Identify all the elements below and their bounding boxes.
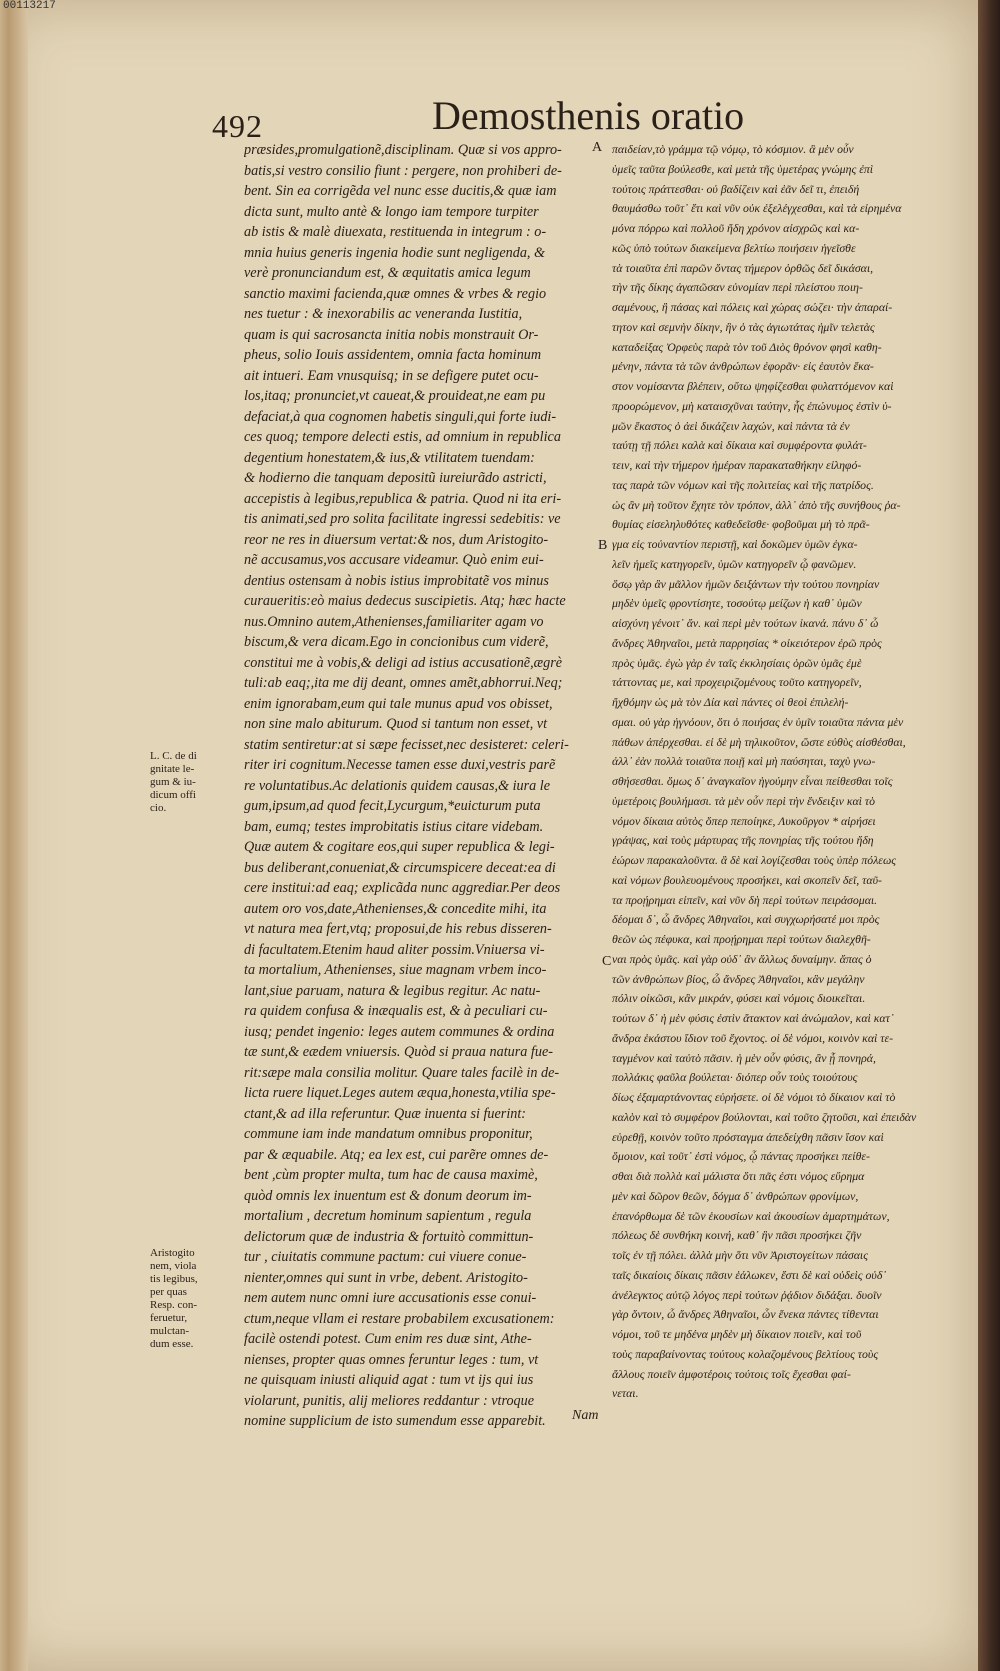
sidenote-line: Resp. con-: [150, 1299, 198, 1311]
section-marker-b: B: [598, 538, 608, 553]
greek-line: νεται.: [612, 1386, 639, 1401]
greek-line: ταγμένον καὶ ταὐτὸ πᾶσιν. ἡ μὲν οὖν φύσις, ἂν ᾖ πονηρά,: [612, 1050, 876, 1065]
latin-line: reor ne res in diuersum vertat:& nos, dum Aristogito-: [244, 531, 549, 548]
greek-line: σθήσεσθαι. ὅμως δ᾽ ἀναγκαῖον ἡγούμην εἶναι πείθεσθαι τοῖς: [612, 774, 893, 788]
latin-line: sanctio maximi facienda,quæ omnes & vrbes & regio: [244, 285, 547, 302]
greek-line: στον νομίσαντα βλέπειν, οὕτω ψηφίζεσθαι φυλαττόμενον καὶ: [612, 379, 894, 393]
latin-line: biscum,& vera dicam.Ego in concionibus cum viderẽ,: [244, 634, 549, 650]
latin-line: bent. Sin ea corrigẽda vel nunc esse ducitis,& quæ iam: [244, 183, 557, 199]
latin-line: mortalium , decretum hominum sapientum , regula: [244, 1208, 532, 1224]
latin-line: tæ sunt,& eædem vniuersis. Quòd si praua natura fue-: [244, 1044, 553, 1060]
greek-line: νόμοι, τοῦ τε μηδένα μηδὲν μὴ δίκαιον ποιεῖν, καὶ τοῦ: [612, 1327, 862, 1341]
latin-line: statim sentiretur:at si sæpe fecisset,nec desisteret: celeri-: [244, 736, 569, 753]
greek-column: [612, 140, 964, 1404]
sidenote-dignitate: [150, 750, 197, 815]
greek-line: ἀλλ᾽ ἐὰν πολλὰ τοιαῦτα ποιῇ καὶ μὴ παύσηται, ταχὺ γνω-: [612, 754, 876, 769]
greek-line: θαυμάσθω τοῦτ᾽ ἔτι καὶ νῦν οὐκ ἐξελέγχεσθαι, καὶ τὰ εἰρημένα: [612, 201, 902, 216]
sidenote-line: gum & iu-: [150, 776, 196, 788]
sidenote-line: L. C. de di: [150, 750, 197, 762]
greek-line: ἄνδρες Ἀθηναῖοι, μετὰ παρρησίας * οἰκειότερον ἐρῶ πρὸς: [612, 635, 882, 650]
book-edge: [978, 0, 1000, 1671]
sidenote-line: feruetur,: [150, 1312, 188, 1324]
latin-line: lant,siue paruam, natura & legibus regitur. Ac natu-: [244, 982, 541, 999]
greek-line: πολλάκις φαῦλα βούλεται· διόπερ οὖν τοὺς τοιούτους: [612, 1070, 858, 1085]
greek-line: σαμένους, ἣ πάσας καὶ πόλεις καὶ χώρας σώζει· τὴν ἀπαραί-: [612, 300, 893, 314]
latin-line: ra quidem confusa & inæqualis est, & à peculiari cu-: [244, 1003, 548, 1019]
latin-line: nus.Omnino autem,Athenienses,familiariter agam vo: [244, 613, 544, 630]
latin-line: pheus, solio Iouis assidentem, omnia facta hominum: [244, 347, 542, 363]
latin-line: constitui me à vobis,& deligi ad istius accusationẽ,ægrè: [244, 654, 563, 671]
greek-line: ὡς ἂν μὴ τοῦτον ἔχητε τὸν τρόπον, ἀλλ᾽ ἀπὸ τῆς συνήθους ῥα-: [612, 497, 901, 512]
latin-line: ces quoq; tempore delecti estis, ad omnium in republica: [244, 429, 561, 445]
sidenote-line: tis legibus,: [150, 1273, 198, 1285]
greek-line: σθαι διὰ πολλὰ καὶ μάλιστα ὅτι πᾶς ἐστι νόμος εὕρημα: [612, 1169, 865, 1183]
greek-line: ἑώρων παρακαλοῦντα. ἃ δὲ καὶ λογίζεσθαι τοὺς ὑπὲρ πόλεως: [612, 853, 897, 867]
latin-line: par & æquabile. Atq; ea lex est, cui parẽre omnes de-: [244, 1146, 549, 1163]
greek-line: λεῖν ἡμεῖς κατηγορεῖν, ὑμῶν κατηγορεῖν ᾧ φανῶμεν.: [612, 556, 857, 571]
latin-line: & hodierno die tanquam depositũ iureiurãdo astricti,: [244, 470, 547, 486]
latin-line: facilè ostendi potest. Cum enim res duæ sint, Athe-: [244, 1331, 532, 1347]
greek-line: μένην, πάντα τὰ τῶν ἀνθρώπων ἐφορᾶν· εἰς ἑαυτὸν ἕκα-: [612, 359, 874, 374]
greek-line: θεῶν ὡς πέφυκα, καὶ προῄρημαι περὶ τούτων διαλεχθῆ-: [612, 932, 871, 946]
greek-line: νόμον δίκαια αὐτὸς ὅπερ πεποίηκε, Λυκοῦργον * αἱρήσει: [612, 813, 876, 828]
latin-line: dicta sunt, multo antè & longo iam tempore turpiter: [244, 203, 539, 220]
latin-line: ne quisquam iniusti aliquid agat : tum vt ijs qui ius: [244, 1372, 534, 1388]
latin-line: ctum,neque vllam ei restare probabilem excusationem:: [244, 1310, 555, 1327]
sidenote-line: dum esse.: [150, 1338, 194, 1350]
latin-line: verè pronunciandum est, & æquitatis amica legum: [244, 265, 531, 281]
latin-line: accepistis à legibus,republica & patria. Quod ni ita eri-: [244, 490, 562, 507]
greek-line: ἐπανόρθωμα δὲ τῶν ἑκουσίων καὶ ἀκουσίων ἁμαρτημάτων,: [612, 1208, 890, 1223]
page-number: 492: [212, 108, 263, 144]
greek-line: ἄλλους ποιεῖν ἀμφοτέροις τούτοις τοῖς ἔχεσθαι φαί-: [612, 1366, 851, 1381]
latin-line: bam, eumq; testes improbitatis istius citare videbam.: [244, 818, 544, 835]
greek-line: σμαι. οὐ γὰρ ἠγνόουν, ὅτι ὁ ποιήσας ἐν ὑμῖν τοιαῦτα πάντα μὲν: [612, 714, 904, 729]
latin-line: non sine malo abiturum. Quod si tantum non esset, vt: [244, 716, 548, 732]
greek-line: ταῖς δικαίοις δίκαις πᾶσιν ἑάλωκεν, ἔστι δὲ καὶ οὐδεὶς οὐδ᾽: [612, 1267, 887, 1282]
latin-line: enim ignorabam,eum qui tale munus apud vos obisset,: [244, 695, 553, 712]
page-gutter: [0, 0, 28, 1671]
sidenote-line: mulctan-: [150, 1325, 190, 1337]
latin-line: rit:sæpe mala consilia molitur. Quare tales facilè in de-: [244, 1064, 560, 1081]
greek-line: τοὺς παραβαίνοντας τούτους κολαζομένους βελτίους τοὺς: [612, 1346, 879, 1361]
greek-line: πόλεως δὲ συνθήκη κοινή, καθ᾽ ἣν πᾶσι προσήκει ζῆν: [612, 1228, 862, 1243]
greek-line: τάττοντας με, καὶ προχειριζομένους τοῦτο κατηγορεῖν,: [612, 675, 862, 690]
latin-line: bus deliberant,conueniat,& circumspicere deceat:ea di: [244, 859, 556, 876]
latin-line: commune iam inde mandatum omnibus proponitur,: [244, 1126, 533, 1142]
greek-line: πάθων ἀπέρχεσθαι. εἰ δὲ μὴ τηλικοῦτον, ὥστε εὐθὺς αἰσθέσθαι,: [612, 734, 906, 749]
latin-line: bent ,cùm propter multa, tum hac de causa maximè,: [244, 1167, 538, 1183]
sidenote-aristogiton: [150, 1247, 198, 1351]
greek-line: θυμίας εἰσεληλυθότες καθεδεῖσθε· φοβοῦμαι μὴ τὸ πρᾶ-: [612, 517, 870, 532]
latin-line: ctant,& ad illa referuntur. Quæ inuenta si fuerint:: [244, 1105, 527, 1122]
running-header: Demosthenis oratio: [432, 93, 745, 138]
latin-line: defaciat,à qua cognomen habetis singuli,qui forte iudi-: [244, 408, 557, 425]
latin-line: nẽ accusamus,vos accusare videamur. Quò enim eui-: [244, 552, 544, 568]
greek-line: τὴν τῆς δίκης ἀγαπῶσαν εὐνομίαν περὶ πλείστου ποιη-: [612, 280, 863, 295]
greek-line: ὑμετέροις βουλήμασι. τὰ μὲν οὖν περὶ τὴν ἔνδειξιν καὶ τὸ: [612, 793, 876, 808]
greek-line: τὰ τοιαῦτα ἐπὶ παρῶν ὄντας τήμερον ὀρθῶς δεῖ δικάσαι,: [612, 260, 874, 275]
greek-line: τῶν ἀνθρώπων βίος, ὦ ἄνδρες Ἀθηναῖοι, κἂν μεγάλην: [612, 971, 865, 986]
greek-line: δίως ἐξαμαρτάνοντας εὑρήσετε. οἱ δὲ νόμοι τὸ δίκαιον καὶ τὸ: [612, 1090, 896, 1104]
greek-line: ὑμεῖς ταῦτα βούλεσθε, καὶ μετὰ τῆς ὑμετέρας γνώμης ἐπὶ: [612, 161, 874, 176]
greek-line: ἤχθόμην ὡς μὰ τὸν Δία καὶ πάντες οἱ θεοὶ ἐπιλελή-: [612, 695, 849, 709]
greek-line: καὶ νόμων βουλευομένους προσήκει, καὶ σκοπεῖν δεῖ, ταῦ-: [612, 872, 882, 887]
latin-line: nienter,omnes qui sunt in vrbe, debent. Aristogito-: [244, 1269, 528, 1286]
sidenote-line: per quas: [150, 1286, 187, 1298]
latin-line: vt natura mea fert,vtq; proposui,de his rebus disseren-: [244, 921, 552, 937]
latin-line: nem autem nunc omni iure accusationis esse conui-: [244, 1290, 537, 1306]
latin-line: præsides,promulgationẽ,disciplinam. Quæ si vos appro-: [244, 142, 562, 158]
sidenote-line: cio.: [150, 802, 167, 814]
greek-line: γὰρ ὄντοιν, ὦ ἄνδρες Ἀθηναῖοι, ὧν ἕνεκα πάντες τίθενται: [612, 1307, 879, 1322]
latin-line: violarunt, punitis, alij meliores reddantur : vtroque: [244, 1392, 535, 1409]
greek-line: καταδείξας Ὀρφεὺς παρὰ τὸν τοῦ Διὸς θρόνον φησὶ καθη-: [612, 339, 882, 354]
latin-line: batis,si vestro consilio fiunt : pergere, non prohiberi de-: [244, 162, 562, 179]
greek-line: τούτοις πράττεσθαι· οὐ βαδίζειν καὶ ἐᾶν δεῖ τι, ἐπειδή: [612, 181, 860, 196]
sidenote-line: Aristogito: [150, 1247, 195, 1259]
greek-line: γράψας, καὶ τοὺς μάρτυρας τῆς πονηρίας τῆς τούτου ἤδη: [612, 833, 874, 848]
sidenote-line: gnitate le-: [150, 763, 195, 775]
latin-line: autem oro vos,date,Athenienses,& concedite mihi, ita: [244, 900, 547, 917]
latin-line: nomine supplicium de isto sumendum esse apparebit.: [244, 1413, 546, 1429]
latin-line: nienses, propter quas omnes feruntur leges : tum, vt: [244, 1351, 539, 1368]
latin-line: cere institui:ad eaq; explicãda nunc aggrediar.Per deos: [244, 880, 561, 896]
greek-line: ναι πρὸς ὑμᾶς. καὶ γὰρ οὐδ᾽ ἂν ἄλλως δυναίμην. ἅπας ὁ: [612, 951, 872, 966]
greek-line: καλὸν καὶ τὸ συμφέρον βούλονται, καὶ τοῦτο ζητοῦσι, καὶ ἐπειδὰν: [612, 1109, 917, 1124]
greek-line: τούτων δ᾽ ἡ μὲν φύσις ἐστὶν ἄτακτον καὶ ἀνώμαλον, καὶ κατ᾽: [612, 1011, 894, 1025]
greek-line: τας παρὰ τῶν νόμων καὶ τῆς πολιτείας καὶ τῆς πατρίδος.: [612, 477, 874, 492]
latin-line: degentium honestatem,& ius,& vtilitatem tuendam:: [244, 449, 535, 466]
section-marker-c: C: [602, 954, 612, 969]
catalog-number: 00113217: [3, 0, 56, 12]
latin-line: tis animati,sed pro solita facilitate ingressi sedebitis: ve: [244, 511, 561, 527]
greek-line: κῶς ὑπὸ τούτων διακείμενα βελτίω ποιήσειν ἡγεῖσθε: [612, 240, 856, 255]
latin-line: mnia huius generis ingenia hodie sunt negligenda, &: [244, 244, 546, 261]
latin-line: tur , ciuitatis commune pactum: cui viuere conue-: [244, 1249, 527, 1265]
greek-line: γμα εἰς τοὐναντίον περιστῇ, καὶ δοκῶμεν ὑμῶν ἐγκα-: [612, 537, 858, 551]
greek-line: ταύτῃ τῇ πόλει καλὰ καὶ δίκαια καὶ συμφέροντα φυλάτ-: [612, 438, 867, 453]
latin-line: nes tuetur : & inexorabilis ac veneranda Iustitia,: [244, 306, 523, 322]
greek-line: ὅμοιον, καὶ τοῦτ᾽ ἐστὶ νόμος, ᾧ πάντας προσήκει πείθε-: [612, 1149, 870, 1164]
sidenote-line: dicum offi: [150, 789, 196, 801]
greek-line: μηδὲν ὑμεῖς φροντίσητε, τοσούτῳ μείζων ἡ καθ᾽ ὑμῶν: [612, 596, 862, 611]
greek-line: τοῖς ἐν τῇ πόλει. ἀλλὰ μὴν ὅτι νῦν Ἀριστογείτων πάσαις: [612, 1248, 869, 1262]
latin-line: re voluntatibus.Ac delationis quidem causas,& iura le: [244, 777, 551, 794]
greek-line: μῶν ἕκαστος ὁ ἀεὶ δικάζειν λαχών, καὶ πάντα τὰ ἐν: [612, 418, 850, 433]
sidenote-line: nem, viola: [150, 1260, 197, 1272]
greek-line: τητον καὶ σεμνὴν δίκην, ἣν ὁ τὰς ἁγιωτάτας ἡμῖν τελετὰς: [612, 319, 875, 334]
greek-line: πρὸς ὑμᾶς. ἐγὼ γὰρ ἐν ταῖς ἐκκλησίαις ὁρῶν ὑμᾶς ἐμὲ: [612, 655, 862, 670]
latin-line: delictorum quæ de industria & fortuitò committun-: [244, 1228, 534, 1245]
greek-line: προορώμενον, μὴ καταισχῦναι ταύτην, ἧς ἐπώνυμος ἐστὶν ὑ-: [612, 398, 892, 413]
greek-line: ἀνέλεγκτος αὐτῷ λόγος περὶ τούτων ῥᾴδιον διδάξαι. δυοῖν: [612, 1287, 882, 1302]
greek-line: πόλιν οἰκῶσι, κἂν μικράν, φύσει καὶ νόμοις διοικεῖται.: [612, 991, 866, 1006]
greek-line: τα προῄρημαι εἰπεῖν, καὶ νῦν δὴ περὶ τούτων πειράσομαι.: [612, 892, 878, 907]
latin-line: curaueritis:eò maius dedecus suscipietis. Atq; hæc hacte: [244, 593, 566, 609]
latin-line: quòd omnis lex inuentum est & donum deorum im-: [244, 1187, 532, 1204]
greek-line: αἰσχύνη γένοιτ᾽ ἄν. καὶ περὶ μὲν τούτων ἱκανά. πάνυ δ᾽ ὦ: [612, 616, 879, 630]
latin-line: tuli:ab eaq;,ita me dij deant, omnes amẽt,abhorrui.Neq;: [244, 675, 563, 691]
latin-line: dentius ostensam à nobis istius improbitatẽ vos minus: [244, 572, 549, 589]
latin-line: los,itaq; pronunciet,vt caueat,& prouideat,ne eam pu: [244, 388, 546, 404]
greek-line: δέομαι δ᾽, ὦ ἄνδρες Ἀθηναῖοι, καὶ συγχωρήσατέ μοι πρὸς: [612, 912, 880, 927]
latin-line: iusq; pendet ingenio: leges autem communes & ordina: [244, 1023, 555, 1040]
greek-line: ὅσῳ γὰρ ἂν μᾶλλον ἡμῶν δειξάντων τὴν τούτου πονηρίαν: [612, 576, 880, 591]
latin-line: Quæ autem & cogitare eos,qui super republica & legi-: [244, 839, 555, 855]
section-marker-a: A: [592, 140, 603, 155]
greek-line: εὑρεθῇ, κοινὸν τοῦτο πρόσταγμα ἀπεδείχθη πᾶσιν ἴσον καὶ: [612, 1129, 884, 1144]
latin-line: ait intueri. Eam vnusquisq; in se defigere putet ocu-: [244, 367, 539, 384]
latin-line: gum,ipsum,ad quod fecit,Lycurgum,*euicturum puta: [244, 798, 541, 814]
greek-line: παιδείαν,τὸ γράμμα τῷ νόμῳ, τὸ κόσμιον. ἃ μὲν οὖν: [612, 142, 854, 156]
latin-line: licta ruere liquet.Leges autem æqua,honesta,vtilia spe-: [244, 1085, 556, 1101]
latin-column: [244, 140, 606, 1432]
greek-line: τειν, καὶ τὴν τήμερον ἡμέραν παρακαταθήκην εἰληφό-: [612, 458, 862, 472]
latin-line: di facultatem.Etenim haud aliter possim.Vniuersa vi-: [244, 941, 545, 958]
latin-line: riter iri cognitum.Necesse tamen esse duxi,vestris parẽ: [244, 757, 556, 773]
latin-line: ab istis & malè diuexata, restituenda in integrum : o-: [244, 224, 547, 240]
catchword: Nam: [572, 1408, 599, 1423]
latin-line: ta mortalium, Athenienses, siue magnam vrbem inco-: [244, 962, 547, 978]
greek-line: ἄνδρα ἑκάστου ἴδιον τοῦ ἔχοντος. οἱ δὲ νόμοι, κοινὸν καὶ τε-: [612, 1030, 894, 1045]
greek-line: μὲν καὶ δῶρον θεῶν, δόγμα δ᾽ ἀνθρώπων φρονίμων,: [612, 1188, 859, 1203]
latin-line: quam is qui sacrosancta initia nobis monstrauit Or-: [244, 326, 539, 343]
greek-line: μόνα πόρρω καὶ πολλοῦ ἤδη χρόνον αἰσχρῶς καὶ κα-: [612, 221, 860, 235]
